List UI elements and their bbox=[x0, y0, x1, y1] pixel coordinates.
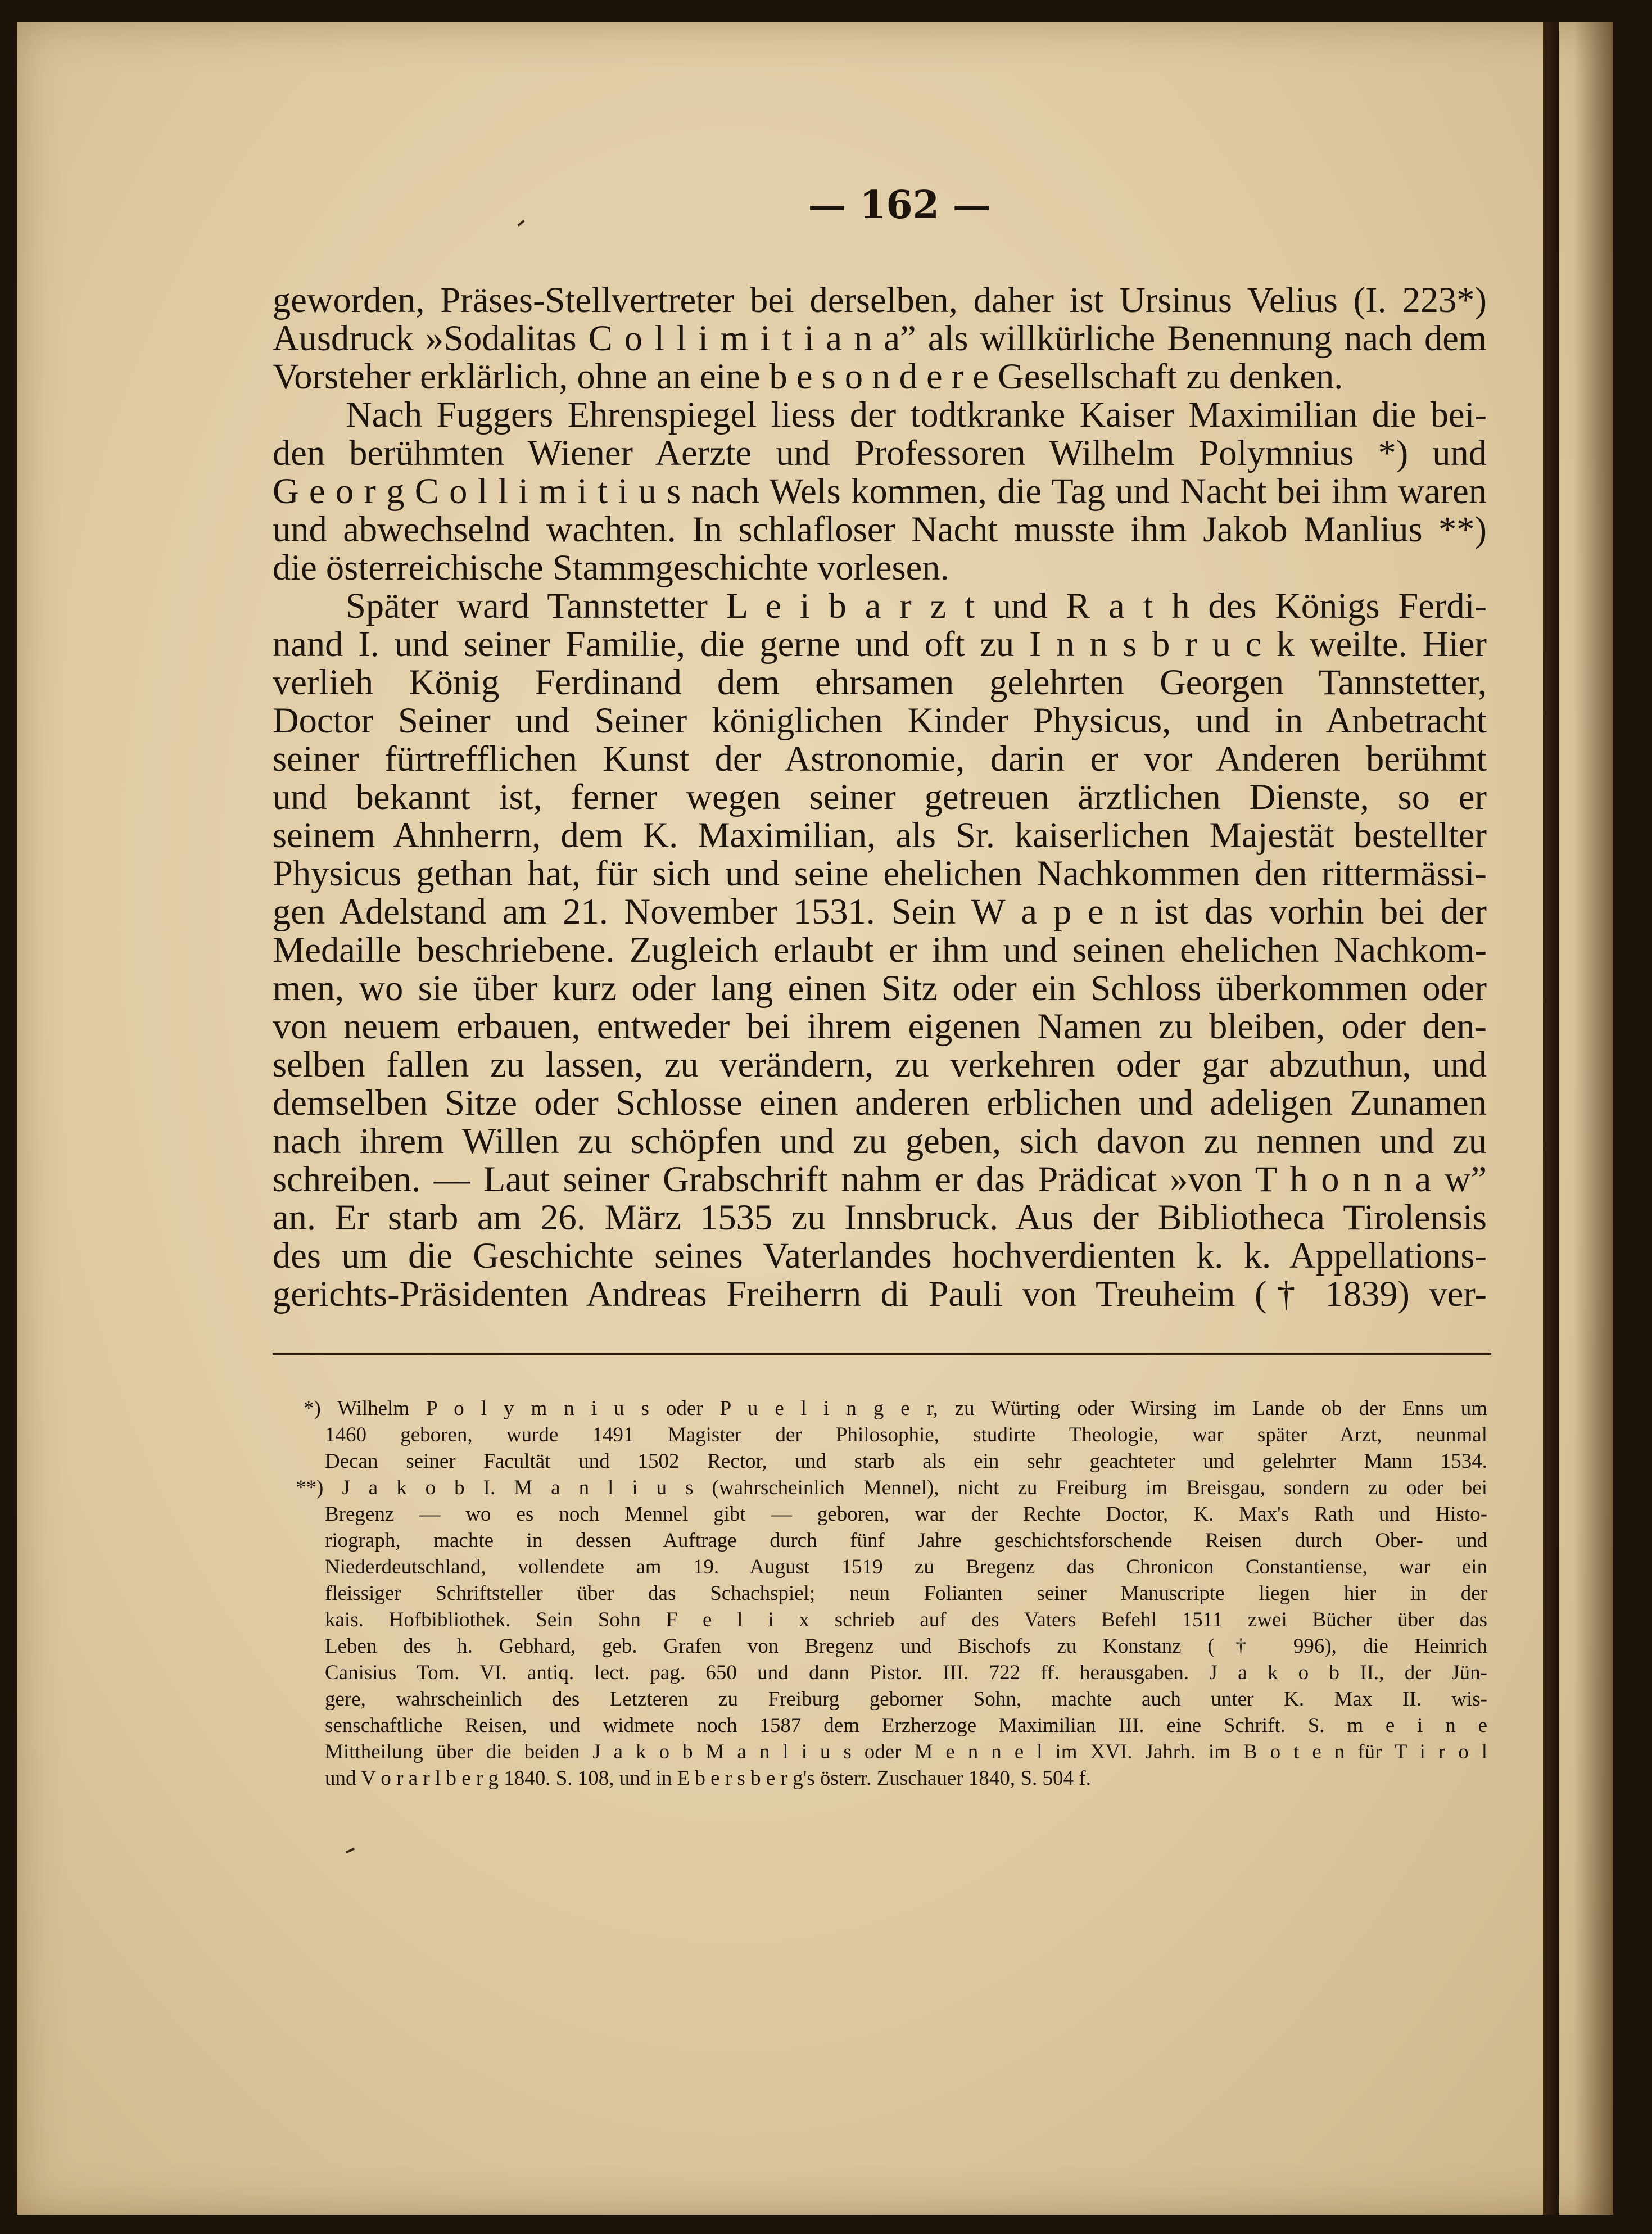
text-line: den berühmten Wiener Aerzte und Professoren Wilhelm Polymnius *) und bbox=[273, 433, 1487, 473]
footnote-line: Canisius Tom. VI. antiq. lect. pag. 650 und dann Pistor. III. 722 ff. herausgaben. J a k o b II., der Jün- bbox=[325, 1661, 1487, 1684]
footnote-divider bbox=[273, 1353, 1491, 1355]
text-line: Vorsteher erklärlich, ohne an eine b e s o n d e r e Gesellschaft zu denken. bbox=[273, 356, 1343, 396]
text-line: demselben Sitze oder Schlosse einen anderen erblichen und adeligen Zunamen bbox=[273, 1083, 1487, 1123]
text-line: Nach Fuggers Ehrenspiegel liess der todtkranke Kaiser Maximilian die bei- bbox=[346, 395, 1487, 435]
text-line: geworden, Präses-Stellvertreter bei derselben, daher ist Ursinus Velius (I. 223*) bbox=[273, 280, 1487, 320]
footnote-line: und V o r a r l b e r g 1840. S. 108, und in E b e r s b e r g's österr. Zuschauer 1840, S. 504 f. bbox=[325, 1767, 1091, 1790]
page-edge bbox=[1543, 22, 1559, 2215]
text-line: die österreichische Stammgeschichte vorlesen. bbox=[273, 548, 949, 587]
text-line: seinem Ahnherrn, dem K. Maximilian, als Sr. kaiserlichen Majestät bestellter bbox=[273, 815, 1487, 855]
text-line: von neuem erbauen, entweder bei ihrem eigenen Namen zu bleiben, oder den- bbox=[273, 1006, 1487, 1046]
text-line: Doctor Seiner und Seiner königlichen Kinder Physicus, und in Anbetracht bbox=[273, 700, 1487, 740]
footnote-line: *) Wilhelm P o l y m n i u s oder P u e l i n g e r, zu Würting oder Wirsing im Lande ob der Enns um bbox=[304, 1397, 1487, 1420]
footnote-line: kais. Hofbibliothek. Sein Sohn F e l i x schrieb auf des Vaters Befehl 1511 zwei Bücher über das bbox=[325, 1608, 1487, 1631]
text-line: nand I. und seiner Familie, die gerne und oft zu I n n s b r u c k weilte. Hier bbox=[273, 624, 1487, 664]
main-text bbox=[273, 281, 1487, 1313]
footnote-line: Decan seiner Facultät und 1502 Rector, und starb als ein sehr geachteter und gelehrter Mann 1534. bbox=[325, 1450, 1487, 1473]
footnotes bbox=[296, 1395, 1487, 1792]
footnote-line: fleissiger Schriftsteller über das Schachspiel; neun Folianten seiner Manuscripte liegen hier in der bbox=[325, 1582, 1487, 1605]
footnote-line: riograph, machte in dessen Auftrage durch fünf Jahre geschichtsforschende Reisen durch Ober- und bbox=[325, 1529, 1487, 1552]
text-line: men, wo sie über kurz oder lang einen Sitz oder ein Schloss überkommen oder bbox=[273, 968, 1487, 1008]
text-line: und bekannt ist, ferner wegen seiner getreuen ärztlichen Dienste, so er bbox=[273, 777, 1487, 817]
page-gutter-shadow bbox=[1574, 22, 1613, 2215]
text-line: selben fallen zu lassen, zu verändern, zu verkehren oder gar abzuthun, und bbox=[273, 1044, 1487, 1084]
text-line: Medaille beschriebene. Zugleich erlaubt er ihm und seinen ehelichen Nachkom- bbox=[273, 930, 1487, 970]
text-line: Später ward Tannstetter L e i b a r z t und R a t h des Königs Ferdi- bbox=[346, 586, 1487, 626]
text-line: Physicus gethan hat, für sich und seine ehelichen Nachkommen den rittermässi- bbox=[273, 853, 1487, 893]
footnote-line: **) J a k o b I. M a n l i u s (wahrscheinlich Mennel), nicht zu Freiburg im Breisgau, sondern zu oder bei bbox=[296, 1476, 1487, 1499]
footnote-line: Leben des h. Gebhard, geb. Grafen von Bregenz und Bischofs zu Konstanz († 996), die Heinrich bbox=[325, 1635, 1487, 1658]
page-number: — 162 — bbox=[808, 183, 991, 228]
footnote-line: Mittheilung über die beiden J a k o b M a n l i u s oder M e n n e l im XVI. Jahrh. im B o t e n für T i r o l bbox=[325, 1740, 1487, 1763]
text-line: gen Adelstand am 21. November 1531. Sein W a p e n ist das vorhin bei der bbox=[273, 892, 1487, 931]
footnote-line: Bregenz — wo es noch Mennel gibt — geboren, war der Rechte Doctor, K. Max's Rath und Histo- bbox=[325, 1503, 1487, 1526]
text-line: an. Er starb am 26. März 1535 zu Innsbruck. Aus der Bibliotheca Tirolensis bbox=[273, 1197, 1487, 1237]
text-line: schreiben. — Laut seiner Grabschrift nahm er das Prädicat »von T h o n n a w” bbox=[273, 1159, 1487, 1199]
footnote-line: senschaftliche Reisen, und widmete noch 1587 dem Erzherzoge Maximilian III. eine Schrift. S. m e i n e bbox=[325, 1714, 1487, 1737]
text-line: Ausdruck »Sodalitas C o l l i m i t i a n a” als willkürliche Benennung nach dem bbox=[273, 318, 1487, 358]
footnote-line: 1460 geboren, wurde 1491 Magister der Philosophie, studirte Theologie, war später Arzt, neunmal bbox=[325, 1423, 1487, 1446]
footnote-line: gere, wahrscheinlich des Letzteren zu Freiburg geborner Sohn, machte auch unter K. Max II. wis- bbox=[325, 1688, 1487, 1711]
text-line: seiner fürtrefflichen Kunst der Astronomie, darin er vor Anderen berühmt bbox=[273, 739, 1487, 779]
text-line: verlieh König Ferdinand dem ehrsamen gelehrten Georgen Tannstetter, bbox=[273, 662, 1487, 702]
text-line: und abwechselnd wachten. In schlafloser Nacht musste ihm Jakob Manlius **) bbox=[273, 509, 1487, 549]
text-line: nach ihrem Willen zu schöpfen und zu geben, sich davon zu nennen und zu bbox=[273, 1121, 1487, 1161]
text-line: G e o r g C o l l i m i t i u s nach Wels kommen, die Tag und Nacht bei ihm waren bbox=[273, 471, 1487, 511]
text-line: gerichts-Präsidenten Andreas Freiherrn di Pauli von Treuheim († 1839) ver- bbox=[273, 1274, 1487, 1314]
text-line: des um die Geschichte seines Vaterlandes hochverdienten k. k. Appellations- bbox=[273, 1236, 1487, 1276]
footnote-line: Niederdeutschland, vollendete am 19. August 1519 zu Bregenz das Chronicon Constantiense, war ein bbox=[325, 1555, 1487, 1579]
